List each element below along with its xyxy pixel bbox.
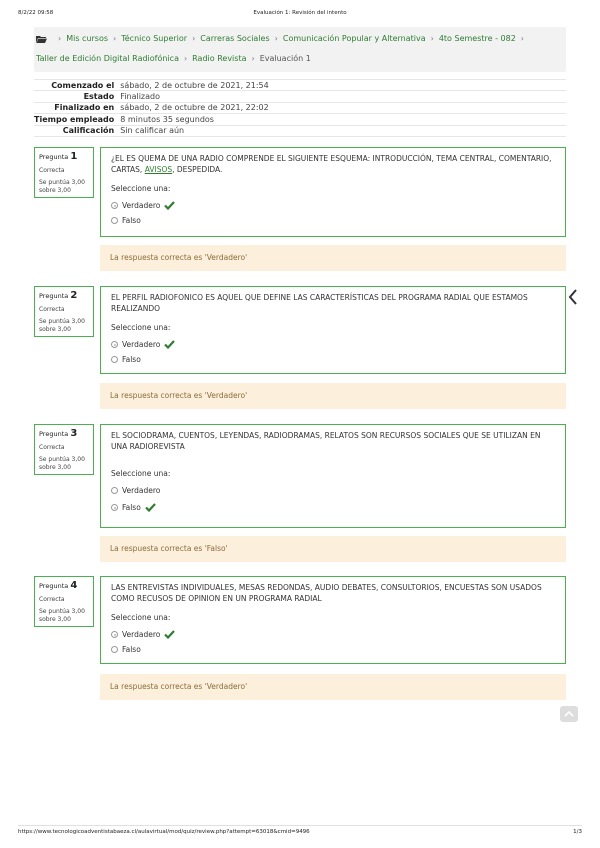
question-grade-max: sobre 3,00 <box>39 325 71 333</box>
question-info-4 <box>34 576 94 627</box>
radio-button[interactable] <box>111 202 118 209</box>
breadcrumb-separator: › <box>192 34 196 43</box>
option-label: Verdadero <box>122 201 161 210</box>
summary-label: Estado <box>83 92 115 102</box>
question-number-value: 2 <box>70 290 78 301</box>
question-content-3 <box>100 424 566 528</box>
summary-value: 8 minutos 35 segundos <box>120 114 214 124</box>
question-text-part: ¿EL ES QUEMA DE UNA RADIO COMPRENDE EL SIGUIENTE ESQUEMA: INTRODUCCIÓN, TEMA CENTRAL, COMENTARIO, CARTAS, <box>111 154 552 174</box>
answer-option-true[interactable] <box>111 627 555 642</box>
print-datetime: 8/2/22 09:58 <box>18 10 54 16</box>
answer-prompt: Seleccione una: <box>111 469 171 478</box>
folder-icon[interactable] <box>36 35 47 43</box>
breadcrumb-radio-revista[interactable]: Radio Revista <box>192 54 247 63</box>
answer-option-false[interactable] <box>111 213 555 228</box>
radio-button[interactable] <box>111 646 118 653</box>
attempt-summary-table <box>34 79 566 137</box>
question-label: Pregunta <box>39 153 69 161</box>
question-grade-max: sobre 3,00 <box>39 186 71 194</box>
radio-button[interactable] <box>111 217 118 224</box>
summary-row <box>34 102 566 113</box>
breadcrumb-separator: › <box>58 34 62 43</box>
summary-label: Comenzado el <box>51 80 115 90</box>
option-label: Falso <box>122 503 141 512</box>
breadcrumb-separator: › <box>251 54 255 63</box>
question-number <box>39 151 89 164</box>
breadcrumb-separator: › <box>183 54 188 63</box>
question-grade: Se puntúa 3,00 <box>39 179 85 186</box>
chevron-left-icon[interactable] <box>566 288 580 306</box>
breadcrumb-semestre[interactable]: 4to Semestre - 082 <box>438 34 516 43</box>
question-grade-max: sobre 3,00 <box>39 463 71 471</box>
radio-button[interactable] <box>111 341 118 348</box>
answer-option-true[interactable] <box>111 483 555 498</box>
question-info-3 <box>34 424 94 475</box>
question-state: Correcta <box>39 595 65 603</box>
summary-row <box>34 80 566 91</box>
question-grade: Se puntúa 3,00 <box>39 318 85 325</box>
question-number <box>39 290 89 303</box>
footer-divider <box>18 825 582 826</box>
question-text: EL SOCIODRAMA, CUENTOS, LEYENDAS, RADIODRAMAS, RELATOS SON RECURSOS SOCIALES QUE SE UTILIZAN EN UNA RADIOREVISTA <box>111 431 541 451</box>
option-label: Falso <box>122 216 141 225</box>
check-icon <box>145 503 156 512</box>
summary-label: Finalizado en <box>54 103 115 113</box>
option-label: Falso <box>122 645 141 654</box>
summary-label: Calificación <box>62 126 115 136</box>
breadcrumb-carreras-sociales[interactable]: Carreras Sociales <box>200 34 270 43</box>
summary-value: sábado, 2 de octubre de 2021, 22:02 <box>120 103 269 113</box>
answer-option-false[interactable] <box>111 352 555 367</box>
question-number-value: 3 <box>70 428 78 439</box>
option-label: Verdadero <box>122 486 161 495</box>
option-label: Falso <box>122 355 141 364</box>
question-number-value: 1 <box>70 151 78 162</box>
summary-value: Sin calificar aún <box>120 126 185 136</box>
question-text: EL PERFIL RADIOFONICO ES AQUEL QUE DEFINE LAS CARACTERÍSTICAS DEL PROGRAMA RADIAL QUE ESTAMOS REALIZANDO <box>111 293 528 313</box>
print-header <box>18 10 582 20</box>
breadcrumb-separator: › <box>430 34 434 43</box>
back-to-top-button[interactable] <box>560 706 578 722</box>
glossary-link[interactable]: AVISOS <box>144 164 173 174</box>
question-state: Correcta <box>39 305 65 313</box>
breadcrumb-tecnico-superior[interactable]: Técnico Superior <box>121 34 188 43</box>
radio-button[interactable] <box>111 487 118 494</box>
question-number <box>39 580 89 593</box>
question-text-part: , DESPEDIDA. <box>172 164 223 174</box>
breadcrumb-separator: › <box>113 34 117 43</box>
question-label: Pregunta <box>39 582 69 590</box>
summary-value: Finalizado <box>120 92 160 102</box>
question-number <box>39 428 89 441</box>
question-grade-max: sobre 3,00 <box>39 615 71 623</box>
option-label: Verdadero <box>122 340 161 349</box>
option-label: Verdadero <box>122 630 161 639</box>
radio-button[interactable] <box>111 356 118 363</box>
question-number-value: 4 <box>70 580 78 591</box>
arrow-up-icon <box>560 706 578 722</box>
feedback-3: La respuesta correcta es 'Falso' <box>100 536 566 562</box>
breadcrumb-comunicacion[interactable]: Comunicación Popular y Alternativa <box>282 34 426 43</box>
answer-prompt: Seleccione una: <box>111 613 171 622</box>
breadcrumb-separator: › <box>520 34 524 43</box>
feedback-1: La respuesta correcta es 'Verdadero' <box>100 245 566 271</box>
print-url: https://www.tecnologicoadventistabaeza.cl/aulavirtual/mod/quiz/review.php?attempt=63018&cmid=9496 <box>18 829 310 835</box>
breadcrumb-current: Evaluación 1 <box>259 54 311 63</box>
summary-row <box>34 125 566 136</box>
print-title: Evaluación 1: Revisión del intento <box>253 10 347 16</box>
question-content-2 <box>100 286 566 374</box>
question-label: Pregunta <box>39 430 69 438</box>
summary-label: Tiempo empleado <box>34 114 115 124</box>
summary-row <box>34 114 566 125</box>
breadcrumb-mis-cursos[interactable]: Mis cursos <box>66 34 109 43</box>
radio-button[interactable] <box>111 631 118 638</box>
answer-option-true[interactable] <box>111 198 555 213</box>
breadcrumb <box>34 27 566 72</box>
check-icon <box>164 340 175 349</box>
feedback-4: La respuesta correcta es 'Verdadero' <box>100 674 566 700</box>
breadcrumb-line-1 <box>36 34 529 43</box>
answer-option-true[interactable] <box>111 337 555 352</box>
question-info-1 <box>34 147 94 198</box>
breadcrumb-line-2 <box>36 54 311 63</box>
feedback-2: La respuesta correcta es 'Verdadero' <box>100 383 566 409</box>
summary-row <box>34 91 566 102</box>
question-state: Correcta <box>39 166 65 174</box>
question-grade: Se puntúa 3,00 <box>39 608 85 615</box>
radio-button[interactable] <box>111 504 118 511</box>
question-state: Correcta <box>39 443 65 451</box>
question-text <box>111 154 555 175</box>
question-text: LAS ENTREVISTAS INDIVIDUALES, MESAS REDONDAS, AUDIO DEBATES, CONSULTORIOS, ENCUESTAS SON USADOS COMO RECUSOS DE OPINION EN UN PROGRAMA RADIAL <box>111 583 542 603</box>
answer-option-false[interactable] <box>111 500 555 515</box>
question-label: Pregunta <box>39 292 69 300</box>
question-content-4 <box>100 576 566 664</box>
check-icon <box>164 201 175 210</box>
print-page-number: 1/3 <box>573 829 582 835</box>
breadcrumb-separator: › <box>274 34 278 43</box>
breadcrumb-taller[interactable]: Taller de Edición Digital Radiofónica <box>36 54 179 63</box>
question-content-1 <box>100 147 566 237</box>
answer-prompt: Seleccione una: <box>111 184 171 193</box>
question-grade: Se puntúa 3,00 <box>39 456 85 463</box>
question-info-2 <box>34 286 94 337</box>
summary-value: sábado, 2 de octubre de 2021, 21:54 <box>120 80 269 90</box>
check-icon <box>164 630 175 639</box>
answer-prompt: Seleccione una: <box>111 323 171 332</box>
answer-option-false[interactable] <box>111 642 555 657</box>
